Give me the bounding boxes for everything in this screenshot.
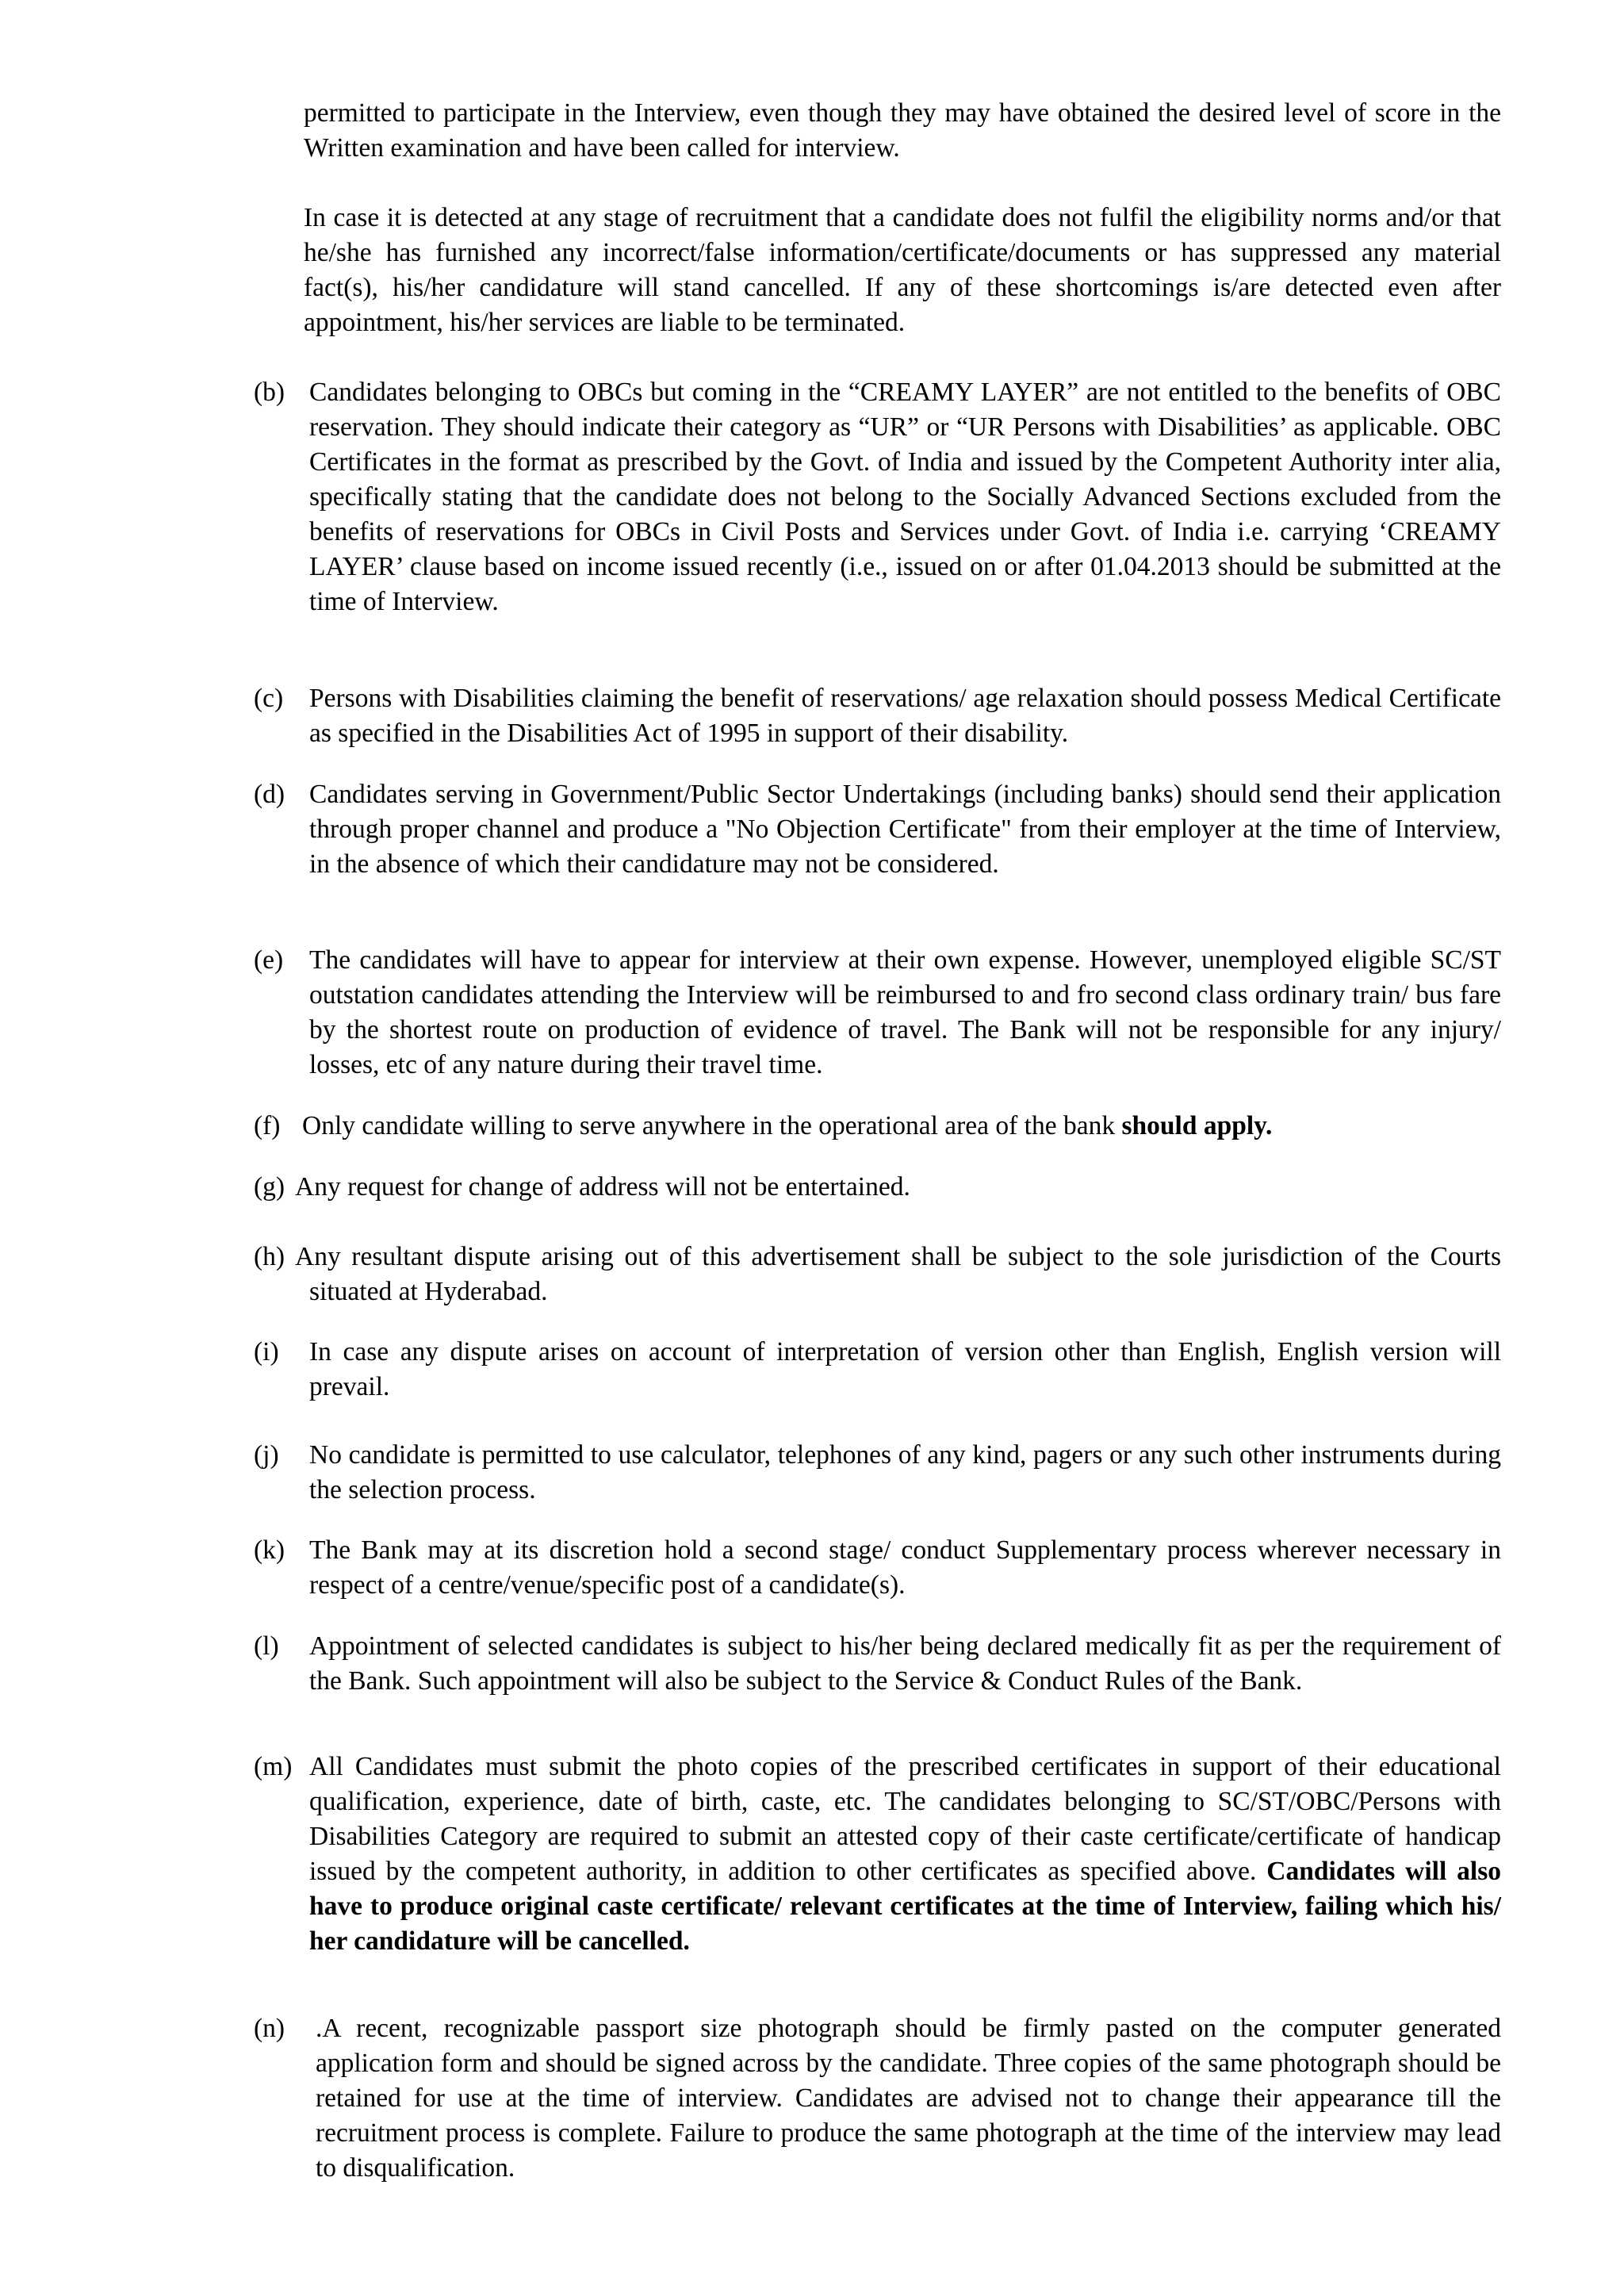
clause-label: (f)	[254, 1111, 281, 1140]
clause-text: The Bank may at its discretion hold a second stage/ conduct Supplementary process wherever necessary in respect of a centre/venue/specific post of a candidate(s).	[309, 1535, 1501, 1600]
clause-k	[254, 1533, 1501, 1603]
clause-f	[254, 1109, 1501, 1144]
clause-c	[254, 681, 1501, 751]
clause-label: (k)	[254, 1535, 285, 1565]
clause-text: .A recent, recognizable passport size photograph should be firmly pasted on the computer generated application form and should be signed across by the candidate. Three copies of the same photograph should be retained for use at the time of interview. Candidates are advised not to change their appearance till the recruitment process is complete. Failure to produce the same photograph at the time of the interview may lead to disqualification.	[316, 2014, 1501, 2183]
clause-text-wrap	[302, 1109, 1501, 1144]
clause-label: (b)	[254, 378, 285, 407]
clause-bold-text: Candidates will also have to produce original caste certificate/ relevant certificates at the time of Interview, failing which his/ her candidature will be cancelled.	[309, 1857, 1501, 1956]
clause-j	[254, 1438, 1501, 1508]
clause-text: No candidate is permitted to use calculator, telephones of any kind, pagers or any such other instruments during the selection process.	[309, 1440, 1501, 1504]
clause-text: Candidates belonging to OBCs but coming in the “CREAMY LAYER” are not entitled to the benefits of OBC reservation. They should indicate their category as “UR” or “UR Persons with Disabilities’ as applicable. OBC Certificates in the format as prescribed by the Govt. of India and issued by the Competent Authority inter alia, specifically stating that the candidate does not belong to the Socially Advanced Sections excluded from the benefits of reservations for OBCs in Civil Posts and Services under Govt. of India i.e. carrying ‘CREAMY LAYER’ clause based on income issued recently (i.e., issued on or after 01.04.2013 should be submitted at the time of Interview.	[309, 378, 1501, 616]
clause-label: (g)	[254, 1172, 285, 1202]
clause-n	[254, 2011, 1501, 2186]
clause-label: (l)	[254, 1631, 279, 1661]
clause-label: (c)	[254, 684, 284, 713]
intro-text-1: permitted to participate in the Interview, even though they may have obtained the desired level of score in the Written examination and have been called for interview.	[304, 98, 1501, 163]
clause-text: Persons with Disabilities claiming the benefit of reservations/ age relaxation should possess Medical Certificate as specified in the Disabilities Act of 1995 in support of their disability.	[309, 684, 1501, 748]
intro-paragraph-2	[304, 201, 1501, 340]
clause-i	[254, 1335, 1501, 1405]
clause-label: (e)	[254, 945, 284, 975]
clause-label: (i)	[254, 1337, 279, 1366]
clause-text	[295, 1240, 1501, 1309]
clause-label: (n)	[254, 2014, 285, 2043]
clause-label: (m)	[254, 1752, 293, 1781]
clause-e	[254, 943, 1501, 1083]
intro-text-2: In case it is detected at any stage of recruitment that a candidate does not fulfil the eligibility norms and/or that he/she has furnished any incorrect/false information/certificate/documents or has suppressed any material fact(s), his/her candidature will stand cancelled. If any of these shortcomings is/are detected even after appointment, his/her services are liable to be terminated.	[304, 203, 1501, 337]
clause-label: (d)	[254, 780, 285, 809]
clause-l	[254, 1629, 1501, 1699]
clause-text: Appointment of selected candidates is subject to his/her being declared medically fit as per the requirement of the Bank. Such appointment will also be subject to the Service & Conduct Rules of the Bank.	[309, 1631, 1501, 1696]
clause-h	[254, 1240, 1501, 1309]
clause-m	[254, 1750, 1501, 1959]
clause-text: Any request for change of address will not be entertained.	[295, 1172, 910, 1202]
clause-g	[254, 1170, 1501, 1205]
clause-label: (h)	[254, 1242, 285, 1271]
clause-label: (j)	[254, 1440, 279, 1470]
clause-text-wrap	[309, 1750, 1501, 1959]
clause-bold-text: should apply.	[1121, 1111, 1273, 1140]
clause-text: All Candidates must submit the photo copies of the prescribed certificates in support of their educational qualification, experience, date of birth, caste, etc. The candidates belonging to SC/ST/OBC/Persons with Disabilities Category are required to submit an attested copy of their caste certificate/certificate of handicap issued by the competent authority, in addition to other certificates as specified above.	[309, 1752, 1501, 1886]
clause-d	[254, 777, 1501, 882]
clause-b	[254, 375, 1501, 619]
clause-text: The candidates will have to appear for interview at their own expense. However, unemployed eligible SC/ST outstation candidates attending the Interview will be reimbursed to and fro second class ordinary train/ bus fare by the shortest route on production of evidence of travel. The Bank will not be responsible for any injury/ losses, etc of any nature during their travel time.	[309, 945, 1501, 1079]
clause-text-inner: Any resultant dispute arising out of this advertisement shall be subject to the sole jurisdiction of the Courts situated at Hyderabad.	[295, 1242, 1501, 1306]
intro-paragraph-1	[304, 96, 1501, 166]
clause-text: Only candidate willing to serve anywhere in the operational area of the bank	[302, 1111, 1122, 1140]
clause-text: Candidates serving in Government/Public Sector Undertakings (including banks) should send their application through proper channel and produce a "No Objection Certificate" from their employer at the time of Interview, in the absence of which their candidature may not be considered.	[309, 780, 1501, 879]
clause-text: In case any dispute arises on account of interpretation of version other than English, English version will prevail.	[309, 1337, 1501, 1401]
